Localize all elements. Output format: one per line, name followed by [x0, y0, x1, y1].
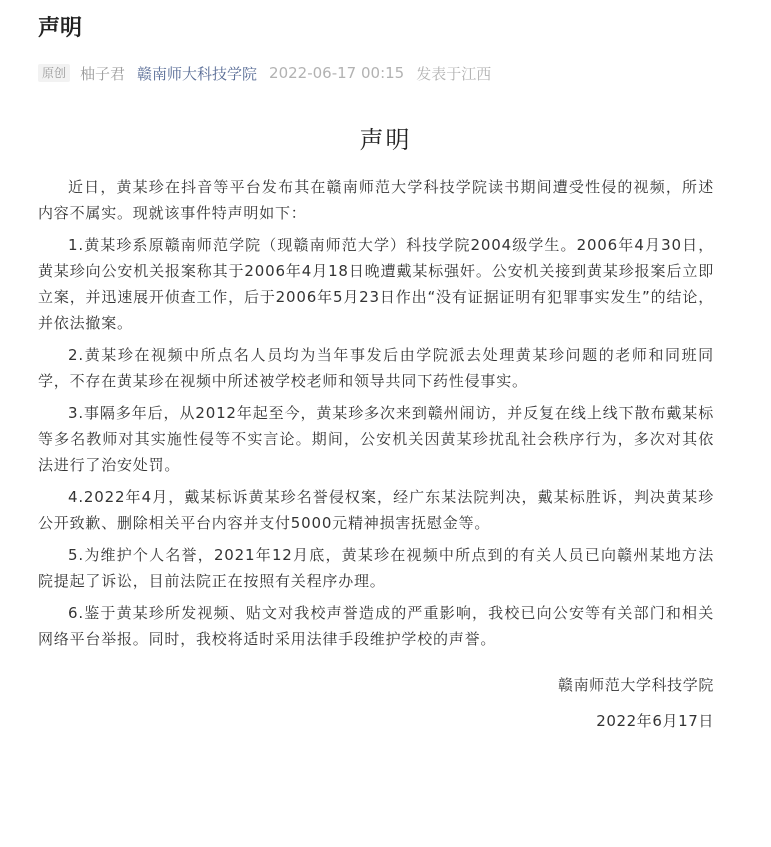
paragraph-item-5: 5.为维护个人名誉，2021年12月底，黄某珍在视频中所点到的有关人员已向赣州某地方法院提起了诉讼，目前法院正在按照有关程序办理。	[38, 546, 714, 590]
statement-body	[38, 174, 714, 652]
signature-block	[38, 672, 714, 734]
paragraph-intro: 近日，黄某珍在抖音等平台发布其在赣南师范大学科技学院读书期间遭受性侵的视频，所述内容不属实。现就该事件特声明如下：	[38, 178, 714, 222]
paragraph-item-1: 1.黄某珍系原赣南师范学院（现赣南师范大学）科技学院2004级学生。2006年4月30日，黄某珍向公安机关报案称其于2006年4月18日晚遭戴某标强奸。公安机关接到黄某珍报案后立即立案，并迅速展开侦查工作，后于2006年5月23日作出“没有证据证明有犯罪事实发生”的结论，并依法撤案。	[38, 236, 714, 332]
article-title: 声明	[38, 16, 83, 41]
original-badge: 原创	[38, 64, 70, 82]
signature-date: 2022年6月17日	[596, 712, 714, 730]
paragraph-item-3: 3.事隔多年后，从2012年起至今，黄某珍多次来到赣州闹访，并反复在线上线下散布戴某标等多名教师对其实施性侵等不实言论。期间，公安机关因黄某珍扰乱社会秩序行为，多次对其依法进行了治安处罚。	[38, 404, 714, 474]
paragraph-item-6: 6.鉴于黄某珍所发视频、贴文对我校声誉造成的严重影响，我校已向公安等有关部门和相关网络平台举报。同时，我校将适时采用法律手段维护学校的声誉。	[38, 604, 714, 648]
author-name: 柚子君	[80, 64, 126, 83]
signature-organization: 赣南师范大学科技学院	[557, 676, 714, 694]
paragraph-item-2: 2.黄某珍在视频中所点名人员均为当年事发后由学院派去处理黄某珍问题的老师和同班同学，不存在黄某珍在视频中所述被学校老师和领导共同下药性侵事实。	[38, 346, 714, 390]
article-meta	[38, 62, 733, 84]
paragraph-item-4: 4.2022年4月，戴某标诉黄某珍名誉侵权案，经广东某法院判决，戴某标胜诉，判决黄某珍公开致歉、删除相关平台内容并支付5000元精神损害抚慰金等。	[38, 488, 714, 532]
publish-datetime: 2022-06-17 00:15	[269, 64, 405, 82]
statement-heading: 声明	[359, 126, 412, 154]
account-link[interactable]: 赣南师大科技学院	[137, 64, 258, 83]
publish-location: 发表于江西	[416, 64, 492, 83]
